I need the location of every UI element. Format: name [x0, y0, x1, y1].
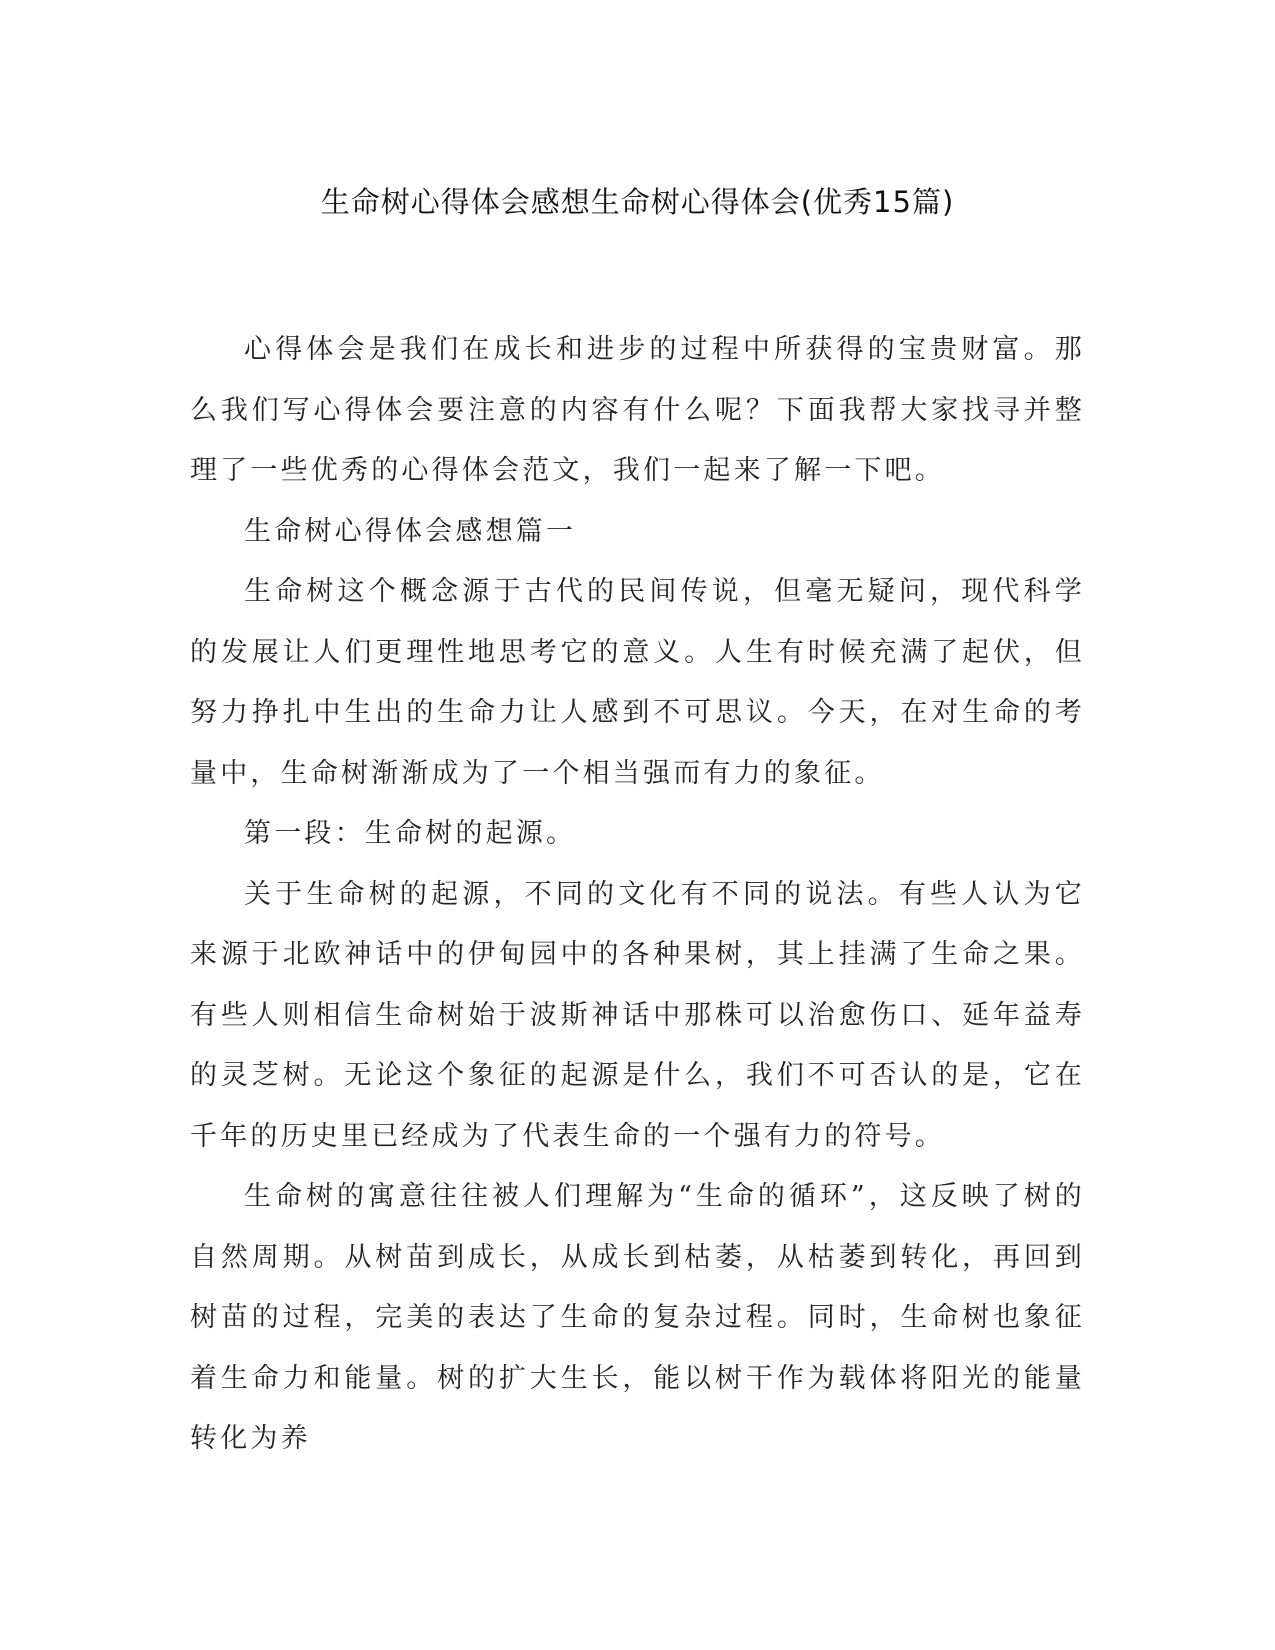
section-heading-part-one: 生命树心得体会感想篇一 [244, 515, 577, 547]
paragraph-origin: 关于生命树的起源，不同的文化有不同的说法。有些人认为它来源于北欧神话中的伊甸园中的各种果树，其上挂满了生命之果。有些人则相信生命树始于波斯神话中那株可以治愈伤口、延年益寿的灵芝树。无论这个象征的起源是什么，我们不可否认的是，它在千年的历史里已经成为了代表生命的一个强有力的符号。 [190, 878, 1085, 1152]
document-body [190, 320, 1085, 1470]
paragraph-intro: 心得体会是我们在成长和进步的过程中所获得的宝贵财富。那么我们写心得体会要注意的内容有什么呢？下面我帮大家找寻并整理了一些优秀的心得体会范文，我们一起来了解一下吧。 [190, 334, 1085, 486]
paragraph-meaning: 生命树的寓意往往被人们理解为“生命的循环”，这反映了树的自然周期。从树苗到成长，从成长到枯萎，从枯萎到转化，再回到树苗的过程，完美的表达了生命的复杂过程。同时，生命树也象征着生命力和能量。树的扩大生长，能以树干作为载体将阳光的能量转化为养 [190, 1181, 1085, 1454]
paragraph-concept: 生命树这个概念源于古代的民间传说，但毫无疑问，现代科学的发展让人们更理性地思考它的意义。人生有时候充满了起伏，但努力挣扎中生出的生命力让人感到不可思议。今天，在对生命的考量中，生命树渐渐成为了一个相当强而有力的象征。 [190, 576, 1085, 789]
section-heading-origin: 第一段：生命树的起源。 [244, 818, 577, 849]
document-title: 生命树心得体会感想生命树心得体会(优秀15篇) [320, 185, 955, 219]
